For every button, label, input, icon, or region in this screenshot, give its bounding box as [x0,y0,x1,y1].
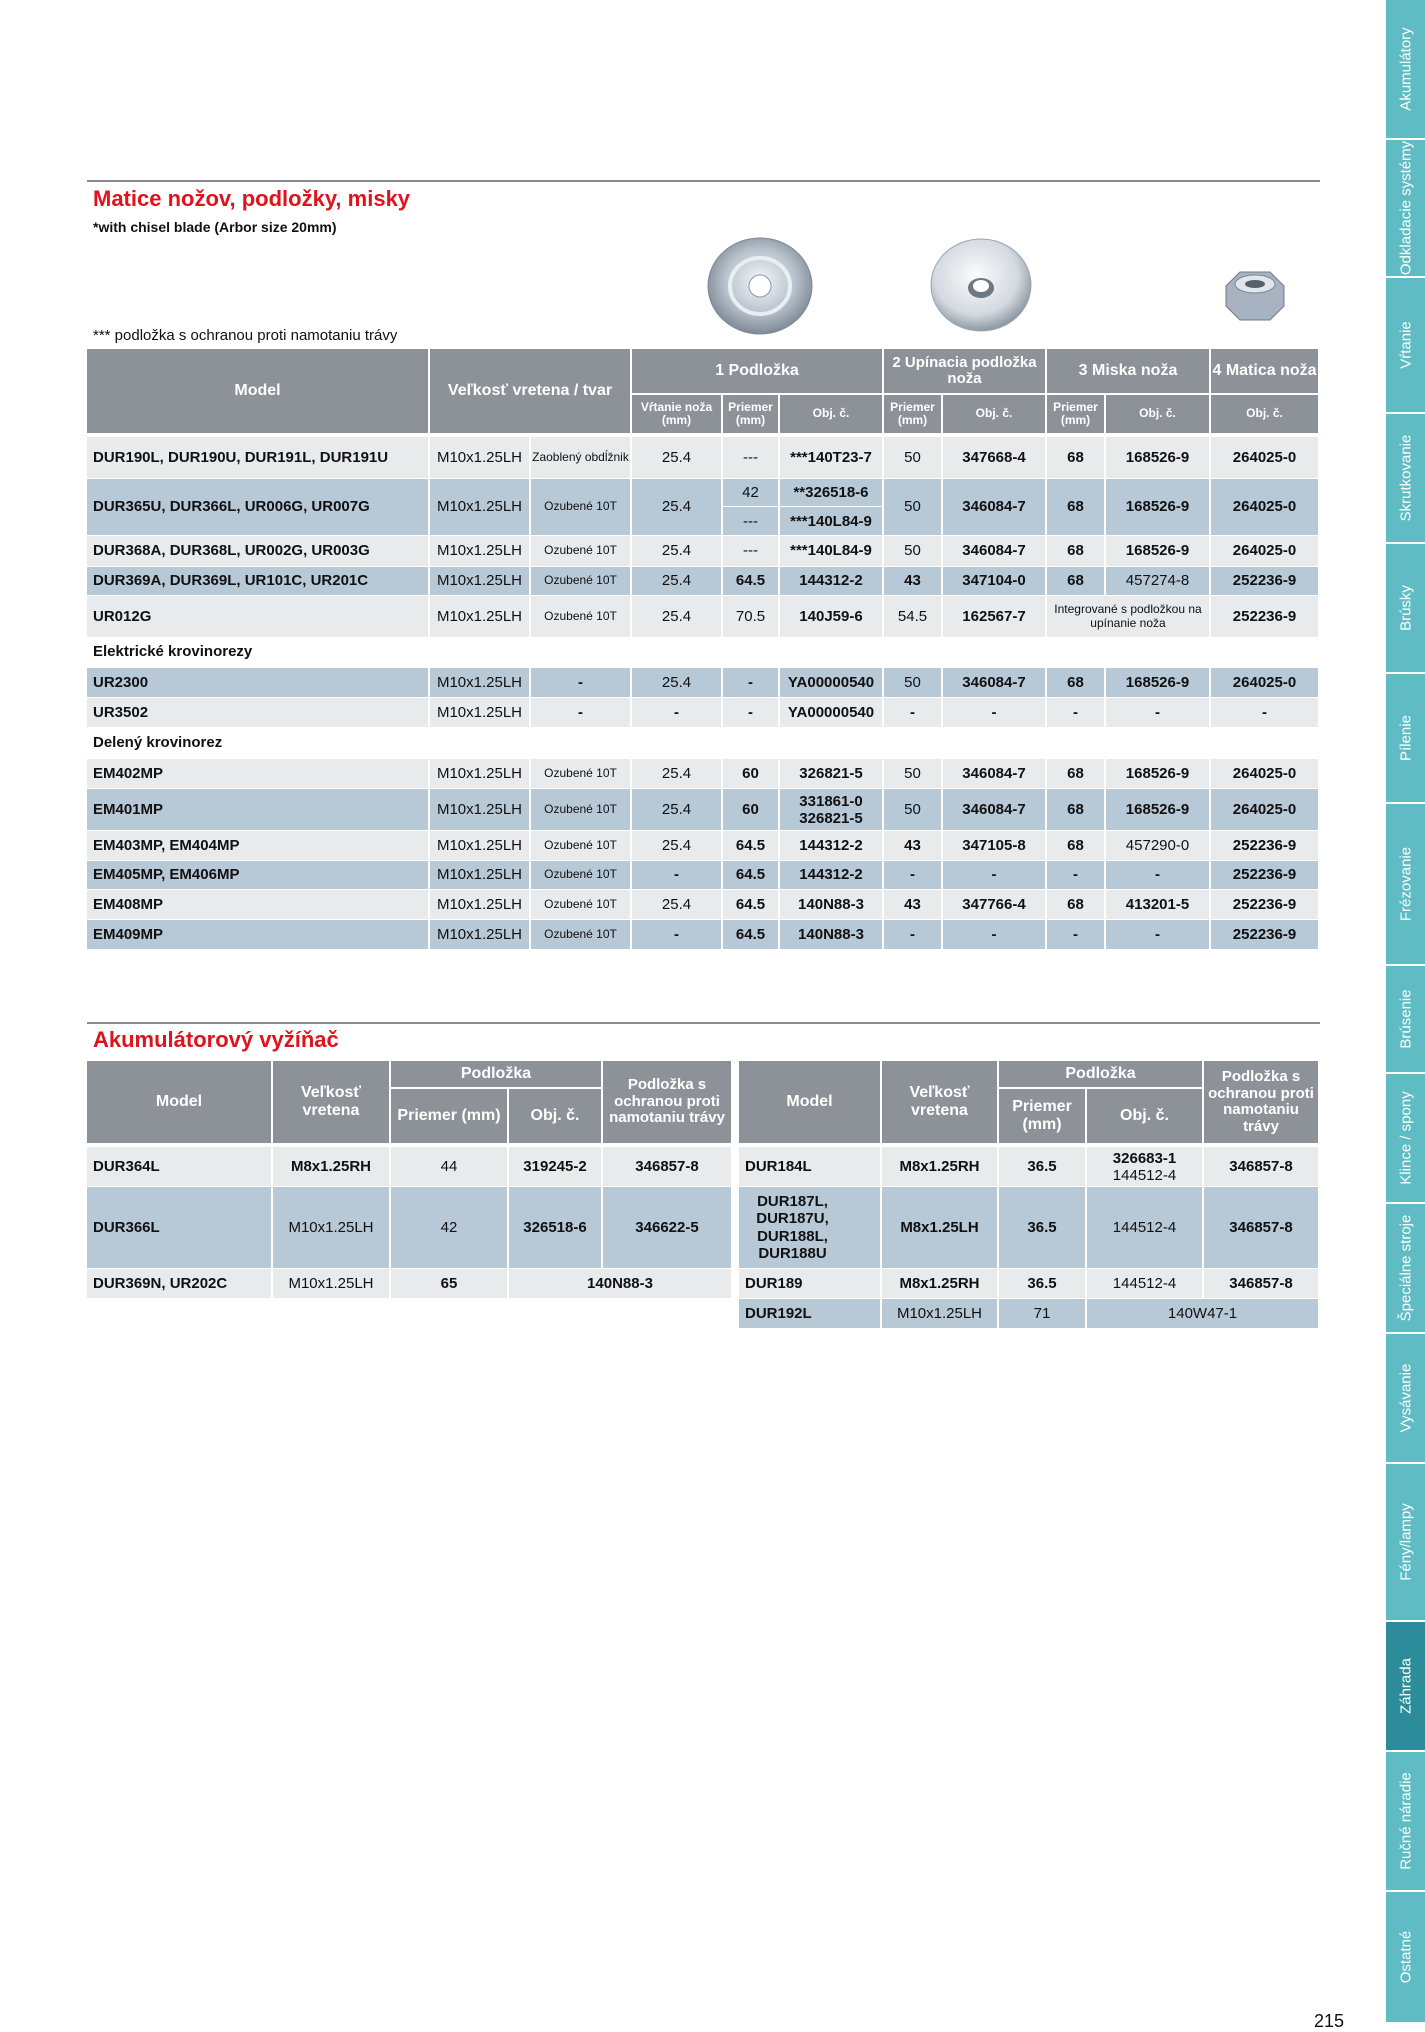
spindle-cell: M10x1.25LH [430,789,531,830]
priemer-cell: --- [723,507,780,536]
shape-cell: Ozubené 10T [531,536,632,566]
vitanie-cell: - [632,698,723,727]
obj-cell: 346084-7 [943,536,1047,566]
tab-label: Klince / spony [1397,1091,1414,1185]
vitanie-cell: 25.4 [632,536,723,566]
priemer-cell: 44 [391,1147,509,1186]
col-header-size: Veľkosť vretena [273,1061,391,1145]
obj-cell: 347105-8 [943,831,1047,860]
obj-cell: 319245-2 [509,1147,603,1186]
group-header-upinacia: 2 Upínacia podložka noža [884,349,1047,395]
page-number: 215 [1314,2011,1345,2031]
shape-cell: - [531,668,632,697]
tab-label: Vysávanie [1397,1363,1414,1433]
obj-cell: 168526-9 [1106,789,1211,830]
obj-cell: 168526-9 [1106,437,1211,478]
model-cell: DUR192L [739,1299,882,1328]
col-header-model: Model [87,1061,273,1145]
sub-header-priemer: Priemer (mm) [884,395,943,435]
obj-cell: 347104-0 [943,567,1047,595]
priemer-cell: 50 [884,479,943,535]
size-cell: M10x1.25LH [882,1299,999,1328]
table-row [87,861,1320,890]
priemer-cell: - [884,920,943,949]
tab-label: Frézovanie [1397,846,1414,922]
priemer-cell: 42 [391,1187,509,1268]
model-cell: DUR366L [87,1187,273,1268]
priemer-cell: 68 [1047,567,1106,595]
priemer-cell: 50 [884,668,943,697]
spindle-cell: M10x1.25LH [430,536,531,566]
tab-label: Fény/lampy [1397,1503,1414,1581]
model-cell: DUR187L, DUR187U, DUR188L, DUR188U [739,1187,882,1268]
table-row [739,1269,1320,1299]
vitanie-cell: 25.4 [632,479,723,535]
shape-cell: Ozubené 10T [531,759,632,788]
priemer-cell: - [884,861,943,889]
model-cell: DUR369A, DUR369L, UR101C, UR201C [87,567,430,595]
obj-cell: ***140L84-9 [780,536,884,566]
priemer-cell: - [1047,861,1106,889]
table-row [87,698,1320,728]
spindle-cell: M10x1.25LH [430,668,531,697]
col-header-size: Veľkosť vretena [882,1061,999,1145]
tab-feny-lampy[interactable] [1386,1464,1425,1622]
tab-brusky[interactable] [1386,544,1425,674]
tab-akumulatory[interactable] [1386,0,1425,140]
obj-cell: - [1106,920,1211,949]
section-note: *with chisel blade (Arbor size 20mm) [93,219,337,235]
priemer-cell: 50 [884,789,943,830]
tab-klince-spony[interactable] [1386,1074,1425,1204]
obj-cell: 413201-5 [1106,890,1211,919]
table-row [87,536,1320,567]
priemer-cell: 64.5 [723,890,780,919]
obj-cell: - [943,698,1047,727]
obj-cell: 168526-9 [1106,759,1211,788]
tab-zahrada[interactable] [1386,1622,1425,1752]
integrated-note-cell: Integrované s podložkou na upínanie noža [1047,596,1211,637]
vitanie-cell: 25.4 [632,437,723,478]
tab-label: Brúsky [1397,585,1414,631]
vitanie-cell: 25.4 [632,890,723,919]
shape-cell: Ozubené 10T [531,567,632,595]
sub-header-vitanie: Vŕtanie noža (mm) [632,395,723,435]
priemer-cell: 50 [884,437,943,478]
priemer-cell: - [884,698,943,727]
obj-cell: ***140L84-9 [780,507,884,536]
model-cell: UR012G [87,596,430,637]
obj-cell: **326518-6 [780,479,884,507]
spindle-cell: M10x1.25LH [430,437,531,478]
model-cell: EM405MP, EM406MP [87,861,430,889]
obj-cell: 264025-0 [1211,759,1320,788]
priemer-cell: 64.5 [723,920,780,949]
priemer-cell: 43 [884,831,943,860]
sub-header-priemer: Priemer (mm) [723,395,780,435]
table-row [87,479,1320,536]
obj-cell: 264025-0 [1211,437,1320,478]
model-cell: DUR368A, DUR368L, UR002G, UR003G [87,536,430,566]
obj-cell: 331861-0 [780,789,884,810]
obj-cell: 144512-4 [1087,1269,1204,1298]
spindle-cell: M10x1.25LH [430,861,531,889]
priemer-cell: 36.5 [999,1187,1087,1268]
spindle-cell: M10x1.25LH [430,567,531,595]
model-cell: UR2300 [87,668,430,697]
priemer-cell: 68 [1047,668,1106,697]
shape-cell: Ozubené 10T [531,479,632,535]
priemer-cell: - [723,698,780,727]
priemer-cell: 36.5 [999,1147,1087,1186]
sub-header-obj: Obj. č. [1211,395,1320,435]
protection-cell: 346622-5 [603,1187,733,1268]
obj-cell: 168526-9 [1106,536,1211,566]
priemer-cell: 50 [884,536,943,566]
priemer-cell: 68 [1047,789,1106,830]
obj-cell: 252236-9 [1211,567,1320,595]
priemer-cell: 36.5 [999,1269,1087,1298]
obj-cell: 252236-9 [1211,861,1320,889]
tab-label: Záhrada [1397,1658,1414,1714]
obj-cell: 144312-2 [780,831,884,860]
tab-label: Špeciálne stroje [1397,1214,1414,1322]
group-header-podlozka: Podložka [999,1061,1204,1089]
obj-cell: 264025-0 [1211,789,1320,830]
spindle-cell: M10x1.25LH [430,890,531,919]
vitanie-cell: 25.4 [632,831,723,860]
vitanie-cell: - [632,861,723,889]
priemer-cell: 54.5 [884,596,943,637]
priemer-cell: 68 [1047,759,1106,788]
subsection-title: Delený krovinorez [93,734,223,751]
priemer-cell: 60 [723,789,780,830]
model-cell: DUR364L [87,1147,273,1186]
priemer-cell: 60 [723,759,780,788]
priemer-cell: 42 [723,479,780,507]
table-row [87,567,1320,596]
size-cell: M8x1.25LH [882,1187,999,1268]
protection-cell: 346857-8 [1204,1147,1320,1186]
table-row [87,668,1320,698]
table-row [87,920,1320,950]
obj-cell: 457274-8 [1106,567,1211,595]
obj-cell: 144312-2 [780,567,884,595]
col-header-protection: Podložka s ochranou proti namotaniu trávy [1204,1061,1320,1145]
priemer-cell: --- [723,437,780,478]
sub-header-priemer: Priemer (mm) [999,1089,1087,1145]
obj-cell: 140W47-1 [1087,1299,1320,1328]
vitanie-cell: 25.4 [632,668,723,697]
col-header-model: Model [87,349,430,435]
tab-frezovanie[interactable] [1386,804,1425,966]
protection-cell: 346857-8 [1204,1269,1320,1298]
obj-cell: YA00000540 [780,698,884,727]
size-cell: M10x1.25LH [273,1187,391,1268]
obj-cell: 252236-9 [1211,920,1320,949]
shape-cell: Ozubené 10T [531,920,632,949]
obj-cell: 140N88-3 [780,920,884,949]
tab-label: Ostatné [1397,1930,1414,1984]
priemer-cell: 68 [1047,536,1106,566]
sub-header-obj: Obj. č. [943,395,1047,435]
priemer-cell: 68 [1047,831,1106,860]
section-divider [87,180,1320,182]
obj-cell: 140J59-6 [780,596,884,637]
priemer-cell: - [723,668,780,697]
obj-cell: - [943,920,1047,949]
priemer-cell: 68 [1047,479,1106,535]
section-divider [87,1022,1320,1024]
obj-cell: 457290-0 [1106,831,1211,860]
obj-cell: - [943,861,1047,889]
tab-label: Odkladacie systémy [1397,140,1414,276]
shape-cell: Ozubené 10T [531,789,632,830]
nut-image [1216,266,1292,326]
model-cell: EM409MP [87,920,430,949]
vitanie-cell: 25.4 [632,759,723,788]
shape-cell: - [531,698,632,727]
vitanie-cell: 25.4 [632,789,723,830]
group-header-podlozka: 1 Podložka [632,349,884,395]
obj-cell: 264025-0 [1211,479,1320,535]
shape-cell: Ozubené 10T [531,890,632,919]
tab-rucne-naradie[interactable] [1386,1752,1425,1892]
priemer-cell: 64.5 [723,861,780,889]
section-title: Matice nožov, podložky, misky [93,186,411,211]
obj-cell: 144512-4 [1087,1167,1204,1187]
obj-cell: 168526-9 [1106,668,1211,697]
table-row [739,1187,1320,1269]
section-footnote: *** podložka s ochranou proti namotaniu trávy [93,327,398,344]
col-header-spindle: Veľkosť vretena / tvar [430,349,632,435]
obj-cell: 326518-6 [509,1187,603,1268]
priemer-cell: 65 [391,1269,509,1298]
obj-cell: - [1211,698,1320,727]
size-cell: M10x1.25LH [273,1269,391,1298]
shape-cell: Ozubené 10T [531,861,632,889]
priemer-cell: 43 [884,890,943,919]
size-cell: M8x1.25RH [882,1147,999,1186]
obj-cell: 252236-9 [1211,596,1320,637]
size-cell: M8x1.25RH [882,1269,999,1298]
protection-cell: 346857-8 [603,1147,733,1186]
tab-odkladacie-systemy[interactable] [1386,140,1425,278]
side-navigation [1386,0,1425,2024]
obj-cell: 326821-5 [780,759,884,788]
priemer-cell: 50 [884,759,943,788]
priemer-cell: - [1047,920,1106,949]
sub-header-obj: Obj. č. [780,395,884,435]
tab-label: Brúsenie [1397,989,1414,1049]
table-row [87,759,1320,789]
obj-cell: 346084-7 [943,479,1047,535]
table-row [739,1147,1320,1187]
spindle-cell: M10x1.25LH [430,831,531,860]
tab-pilenie[interactable] [1386,674,1425,804]
tab-vysavanie[interactable] [1386,1334,1425,1464]
obj-cell: 326821-5 [780,810,884,831]
priemer-cell: 68 [1047,437,1106,478]
shape-cell: Zaoblený obdĺžnik [531,437,632,478]
obj-cell: ***140T23-7 [780,437,884,478]
table-row [739,1299,1320,1329]
model-cell: DUR189 [739,1269,882,1298]
obj-cell: 252236-9 [1211,831,1320,860]
clamp-washer-image [928,236,1034,334]
shape-cell: Ozubené 10T [531,831,632,860]
priemer-cell: - [1047,698,1106,727]
obj-cell: 144512-4 [1087,1187,1204,1268]
tab-label: Akumulátory [1397,27,1414,111]
model-cell: DUR190L, DUR190U, DUR191L, DUR191U [87,437,430,478]
obj-cell: 346084-7 [943,668,1047,697]
model-cell: UR3502 [87,698,430,727]
obj-cell: 326683-1 [1087,1147,1204,1167]
obj-cell: - [1106,698,1211,727]
tab-skrutkovanie[interactable] [1386,414,1425,544]
obj-cell: YA00000540 [780,668,884,697]
model-cell: EM408MP [87,890,430,919]
tab-ostatne[interactable] [1386,1892,1425,2024]
sub-header-obj: Obj. č. [509,1089,603,1145]
table-row [87,437,1320,479]
obj-cell: 346084-7 [943,789,1047,830]
priemer-cell: 68 [1047,890,1106,919]
spindle-cell: M10x1.25LH [430,920,531,949]
table-row [87,1269,733,1299]
obj-cell: 347668-4 [943,437,1047,478]
col-header-protection: Podložka s ochranou proti namotaniu trávy [603,1061,733,1145]
obj-cell: 252236-9 [1211,890,1320,919]
model-cell: EM403MP, EM404MP [87,831,430,860]
model-cell: DUR369N, UR202C [87,1269,273,1298]
vitanie-cell: - [632,920,723,949]
tab-label: Skrutkovanie [1397,434,1414,522]
priemer-cell: 64.5 [723,831,780,860]
priemer-cell: --- [723,536,780,566]
table-row [87,1147,733,1187]
spindle-cell: M10x1.25LH [430,479,531,535]
shape-cell: Ozubené 10T [531,596,632,637]
priemer-cell: 64.5 [723,567,780,595]
tab-vrtanie[interactable] [1386,278,1425,414]
section-title: Akumulátorový vyžíňač [93,1027,339,1052]
vitanie-cell: 25.4 [632,596,723,637]
group-header-matica: 4 Matica noža [1211,349,1320,395]
subsection-title: Elektrické krovinorezy [93,643,253,660]
col-header-model: Model [739,1061,882,1145]
model-cell: DUR184L [739,1147,882,1186]
obj-cell: 140N88-3 [509,1269,733,1298]
obj-cell: 168526-9 [1106,479,1211,535]
table-row [87,1187,733,1269]
priemer-cell: 71 [999,1299,1087,1328]
table-row [87,789,1320,831]
sub-header-obj: Obj. č. [1087,1089,1204,1145]
tab-brusenie[interactable] [1386,966,1425,1074]
model-cell: EM402MP [87,759,430,788]
obj-cell: 346084-7 [943,759,1047,788]
tab-specialne-stroje[interactable] [1386,1204,1425,1334]
obj-cell: 140N88-3 [780,890,884,919]
obj-cell: 347766-4 [943,890,1047,919]
vitanie-cell: 25.4 [632,567,723,595]
obj-cell: 264025-0 [1211,536,1320,566]
protection-cell: 346857-8 [1204,1187,1320,1268]
washer-image [704,236,816,336]
obj-cell: 162567-7 [943,596,1047,637]
model-cell: EM401MP [87,789,430,830]
sub-header-priemer: Priemer (mm) [1047,395,1106,435]
table-row [87,890,1320,920]
sub-header-obj: Obj. č. [1106,395,1211,435]
group-header-miska: 3 Miska noža [1047,349,1211,395]
sub-header-priemer: Priemer (mm) [391,1089,509,1145]
tab-label: Ručné náradie [1397,1772,1414,1870]
priemer-cell: 43 [884,567,943,595]
tab-label: Vŕtanie [1397,321,1414,369]
size-cell: M8x1.25RH [273,1147,391,1186]
spindle-cell: M10x1.25LH [430,759,531,788]
group-header-podlozka: Podložka [391,1061,603,1089]
spindle-cell: M10x1.25LH [430,698,531,727]
priemer-cell: 70.5 [723,596,780,637]
obj-cell: - [1106,861,1211,889]
table-row [87,596,1320,638]
spindle-cell: M10x1.25LH [430,596,531,637]
table-row [87,831,1320,861]
obj-cell: 144312-2 [780,861,884,889]
model-cell: DUR365U, DUR366L, UR006G, UR007G [87,479,430,535]
tab-label: Pílenie [1397,715,1414,761]
obj-cell: 264025-0 [1211,668,1320,697]
